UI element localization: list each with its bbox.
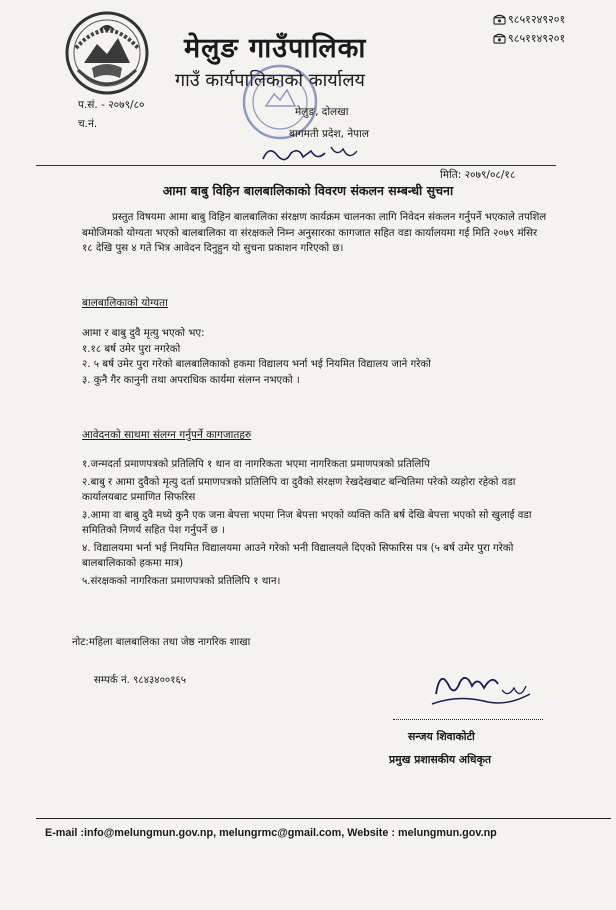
list-item: आमा र बाबु दुवै मृत्यु भएको भए: — [82, 328, 205, 339]
note-text: नोट:महिला बालबालिका तथा जेष्ठ नागरिक शाखा — [72, 637, 251, 648]
list-item: १.१८ बर्ष उमेर पुरा नगरेको — [82, 343, 181, 355]
phone-number: ९८५११४९२०१ — [508, 32, 566, 45]
footer-contact: E-mail :info@melungmun.gov.np, melungrmc@gmail.com, Website : melungmun.gov.np — [45, 827, 497, 839]
signature-icon — [428, 664, 534, 712]
dispatch-number: च.नं. — [78, 118, 98, 130]
telephone-icon — [493, 33, 506, 44]
documents-heading: आवेदनको साथमा संलग्न गर्नुपर्ने कागजातहरु — [82, 429, 252, 441]
list-item: ३. कुनै गैर कानुनी तथा अपराधिक कार्यमा संलग्न नभएको । — [82, 374, 300, 386]
list-item: १.जन्मदर्ता प्रमाणपत्रको प्रतिलिपि १ थान वा नागरिकता भएमा नागरिकता प्रमाणपत्रको प्रतिलिपि — [82, 459, 430, 470]
phone-line — [493, 10, 565, 29]
reference-number: प.सं. - २०७९/८० — [78, 99, 145, 111]
list-item: २.बाबु र आमा दुवैको मृत्यु दर्ता प्रमाणपत्रको प्रतिलिपि वा दुवैको संरक्षण रेखदेखबाट बन्चितिमा परेको व्यहोरा रहेको वडा कार्यालयबाट प्रमाणित सिफरिस — [82, 476, 516, 503]
reference-block — [78, 96, 145, 134]
notice-body: प्रस्तुत विषयमा आमा बाबु विहिन बालबालिका संरक्षण कार्यक्रम चालनका लागि निवेदन संकलन गर्नुपर्ने भएकाले तपशिल बमोजिमको योग्यता भएको बालबालिका वा संरक्षकले निम्न अनुसारका कागजात सहित वडा कार्यालयमा गई मिति २०७९ मंसिर १८ देखि पुस ४ गते भित्र आवेदन दिनुहुन यो सुचना प्रकाशन गरिएको छ। — [82, 212, 547, 254]
office-name: गाउँ कार्यपालिकाको कार्यालय — [175, 70, 365, 91]
footer-divider — [36, 818, 611, 819]
address-line-2: बागमती प्रदेश, नेपाल — [289, 128, 369, 140]
signatory-title: प्रमुख प्रशासकीय अधिकृत — [389, 753, 492, 766]
nepal-emblem-icon — [62, 8, 152, 98]
list-item: ३.आमा वा बाबु दुवै मध्ये कुनै एक जना बेपत्ता भएमा निज बेपत्ता भएको व्यक्ति कति बर्ष देखि बेपत्ता भएको सो खुलाई वडा समितिको निणर्य सहित पेश गर्नुपर्ने छ । — [82, 509, 532, 536]
phone-number: ९८५१२४९२०१ — [508, 13, 566, 26]
phone-numbers — [493, 10, 565, 48]
notice-date: मिति: २०७९/०८/१८ — [440, 169, 516, 181]
address-line-1: मेलुङ, दोलखा — [295, 106, 349, 118]
header-divider — [36, 165, 556, 166]
documents-list — [82, 457, 548, 591]
signatory-name: सन्जय शिवाकोटी — [408, 730, 475, 743]
office-address — [289, 101, 369, 145]
handwritten-initial-icon — [259, 141, 369, 167]
list-item: ४. विद्यालयमा भर्ना भई नियमित विद्यालयमा आउने गरेको भनी विद्यालयले दिएको सिफारिस पत्र (५ बर्ष उमेर पुरा गरेको बालबालिकाको हकमा मात्र) — [82, 542, 514, 569]
list-item: २. ५ बर्ष उमेर पुरा गरेको बालबालिकाको हकमा विद्यालय भर्ना भई नियमित विद्यालय जाने गरेको — [82, 359, 431, 370]
municipality-name: मेलुङ गाउँपालिका — [184, 33, 367, 64]
contact-number: सम्पर्क नं. ९८४३४००१६५ — [94, 675, 187, 686]
phone-line — [493, 29, 565, 48]
eligibility-heading: बालबालिकाको योग्यता — [82, 297, 168, 309]
signature-line — [393, 719, 543, 720]
eligibility-list — [82, 326, 431, 388]
list-item: ५.संरक्षकको नागरिकता प्रमाणपत्रको प्रतिलिपि १ थान। — [82, 575, 281, 587]
notice-title: आमा बाबु विहिन बालबालिकाको विवरण संकलन सम्बन्धी सुचना — [162, 183, 454, 198]
telephone-icon — [493, 14, 506, 25]
